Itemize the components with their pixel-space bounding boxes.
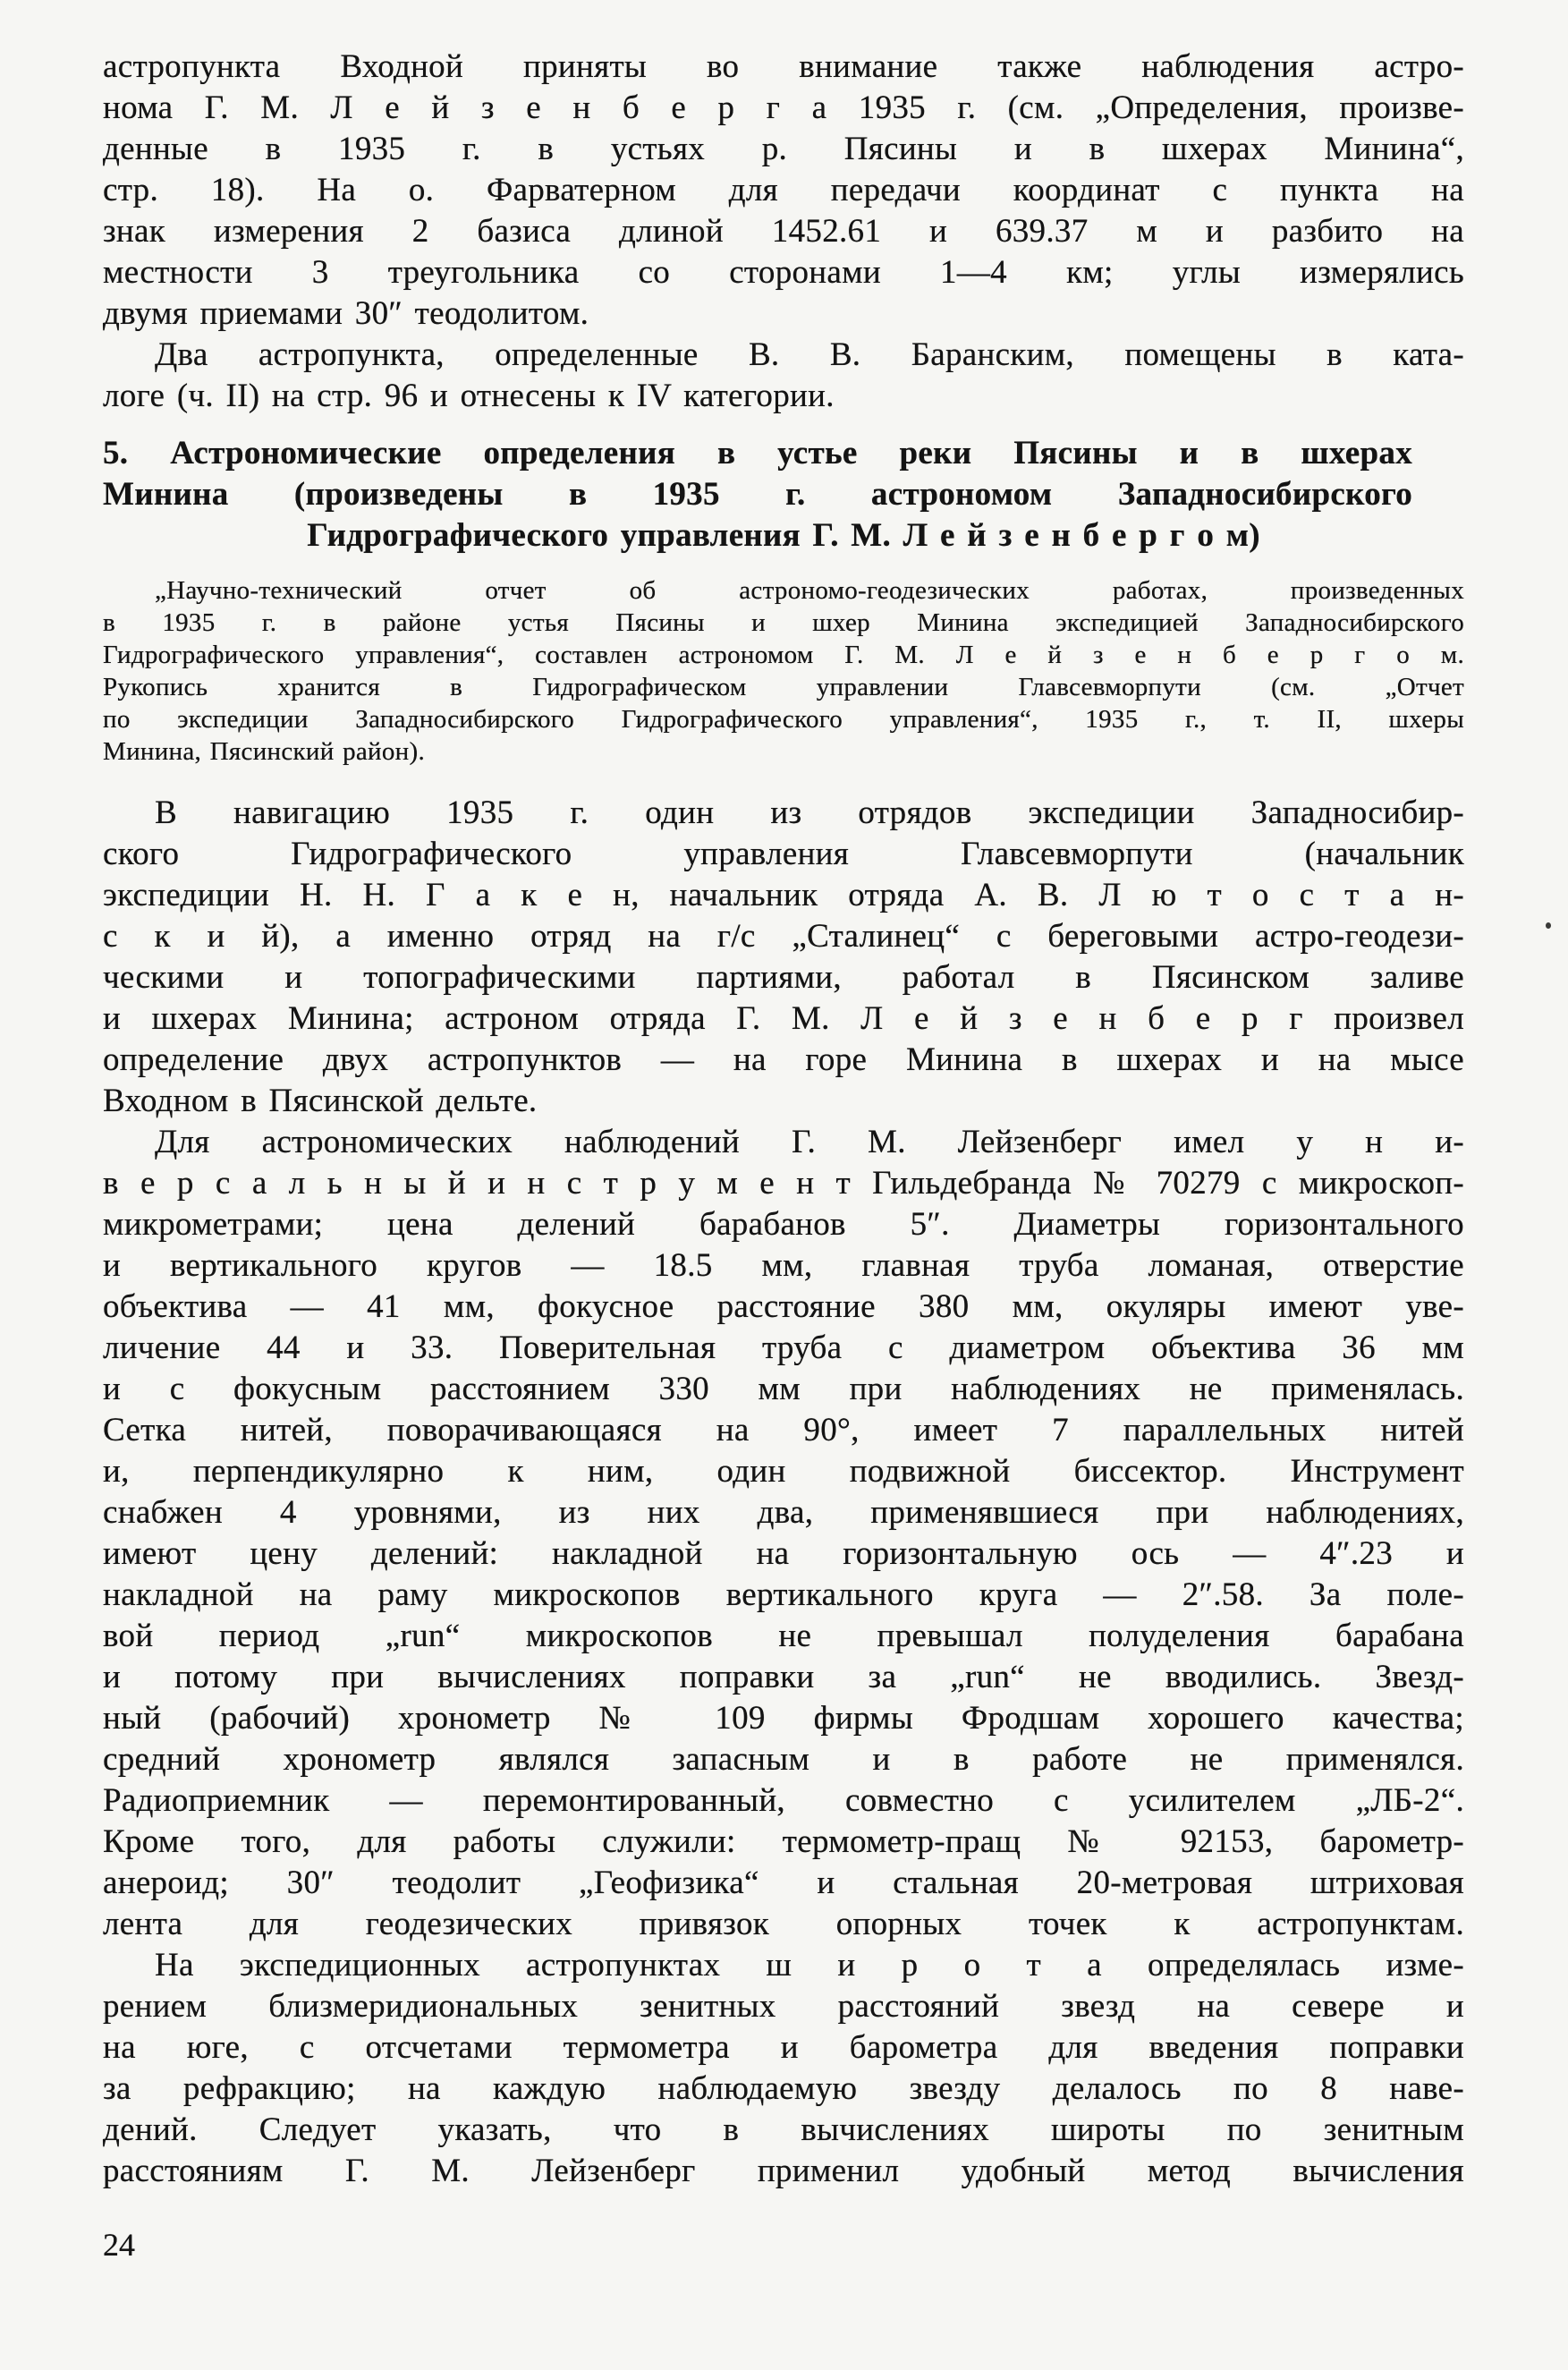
text-line: и вертикального кругов — 18.5 мм, главная труба ломаная, отверстие — [103, 1247, 1464, 1284]
text-line: На экспедиционных астропунктах ш и р о т а определялась изме- — [155, 1947, 1464, 1983]
note-line: Минина, Пясинский район). — [103, 737, 425, 766]
note-line: „Научно-технический отчет об астрономо-геодезических работах, произведенных — [155, 576, 1464, 605]
note-line: по экспедиции Западносибирского Гидрографического управления“, 1935 г., т. II, шхеры — [103, 705, 1464, 734]
text-line: определение двух астропунктов — на горе Минина в шхерах и на мысе — [103, 1041, 1464, 1078]
text-line: за рефракцию; на каждую наблюдаемую звезду делалось по 8 наве- — [103, 2070, 1464, 2107]
note-line: Рукопись хранится в Гидрографическом управлении Главсевморпути (см. „Отчет — [103, 673, 1464, 701]
text-line: астропункта Входной приняты во внимание также наблюдения астро- — [103, 48, 1464, 85]
text-line: дений. Следует указать, что в вычислениях широты по зенитным — [103, 2111, 1464, 2148]
text-line: Кроме того, для работы служили: термометр-пращ № 92153, барометр- — [103, 1823, 1464, 1860]
text-line: В навигацию 1935 г. один из отрядов экспедиции Западносибир- — [155, 794, 1464, 831]
text-line: денные в 1935 г. в устьях р. Пясины и в шхерах Минина“, — [103, 131, 1464, 167]
text-line: и потому при вычислениях поправки за „run“ не вводились. Звезд- — [103, 1659, 1464, 1695]
text-line: вой период „run“ микроскопов не превышал полуделения барабана — [103, 1618, 1464, 1654]
text-line: рением близмеридиональных зенитных расстояний звезд на севере и — [103, 1988, 1464, 2025]
text-line: стр. 18). На о. Фарватерном для передачи координат с пункта на — [103, 172, 1464, 208]
text-line: Входном в Пясинской дельте. — [103, 1083, 538, 1119]
text-line: в е р с а л ь н ы й и н с т р у м е н т Гильдебранда № 70279 с микроскоп- — [103, 1165, 1464, 1202]
text-line: ского Гидрографического управления Главсевморпути (начальник — [103, 836, 1464, 872]
text-line: местности 3 треугольника со сторонами 1—4 км; углы измерялись — [103, 254, 1464, 291]
text-line: на юге, с отсчетами термометра и барометра для введения поправки — [103, 2029, 1464, 2066]
text-line: знак измерения 2 базиса длиной 1452.61 и 639.37 м и разбито на — [103, 213, 1464, 250]
section-heading-line: 5. Астрономические определения в устье реки Пясины и в шхерах — [103, 435, 1412, 471]
paragraph — [103, 335, 1464, 417]
text-line: расстояниям Г. М. Лейзенберг применил удобный метод вычисления — [103, 2153, 1464, 2189]
text-line: Радиоприемник — перемонтированный, совместно с усилителем „ЛБ-2“. — [103, 1782, 1464, 1819]
text-line: лента для геодезических привязок опорных точек к астропунктам. — [103, 1906, 1464, 1942]
scan-speck — [1546, 922, 1551, 929]
note-line: в 1935 г. в районе устья Пясины и шхер Минина экспедицией Западносибирского — [103, 608, 1464, 637]
text-line: двумя приемами 30″ теодолитом. — [103, 295, 589, 332]
text-block — [103, 47, 1464, 2265]
text-line: ный (рабочий) хронометр № 109 фирмы Фродшам хорошего качества; — [103, 1700, 1464, 1737]
text-line: объектива — 41 мм, фокусное расстояние 380 мм, окуляры имеют уве- — [103, 1288, 1464, 1325]
text-line: и, перпендикулярно к ним, один подвижной биссектор. Инструмент — [103, 1453, 1464, 1490]
text-line: и шхерах Минина; астроном отряда Г. М. Л е й з е н б е р г произвел — [103, 1000, 1464, 1037]
page-number: 24 — [103, 2227, 135, 2263]
paragraph-continuation — [103, 47, 1464, 335]
text-line: Два астропункта, определенные В. В. Баранским, помещены в ката- — [155, 336, 1464, 373]
text-line: имеют цену делений: накладной на горизонтальную ось — 4″.23 и — [103, 1535, 1464, 1572]
text-line: снабжен 4 уровнями, из них два, применявшиеся при наблюдениях, — [103, 1494, 1464, 1531]
text-line: Для астрономических наблюдений Г. М. Лейзенберг имел у н и- — [155, 1124, 1464, 1160]
text-line: личение 44 и 33. Поверительная труба с диаметром объектива 36 мм — [103, 1329, 1464, 1366]
text-line: средний хронометр являлся запасным и в работе не применялся. — [103, 1741, 1464, 1778]
text-line: ческими и топографическими партиями, работал в Пясинском заливе — [103, 959, 1464, 996]
text-line: и с фокусным расстоянием 330 мм при наблюдениях не применялась. — [103, 1371, 1464, 1407]
text-line: логе (ч. II) на стр. 96 и отнесены к IV категории. — [103, 378, 835, 414]
text-line: с к и й), а именно отряд на г/с „Сталинец“ с береговыми астро-геодези- — [103, 918, 1464, 955]
paragraph — [103, 1945, 1464, 2192]
section-heading — [103, 433, 1464, 556]
paragraph — [103, 1122, 1464, 1945]
text-line: Сетка нитей, поворачивающаяся на 90°, имеет 7 параллельных нитей — [103, 1412, 1464, 1448]
text-line: анероид; 30″ теодолит „Геофизика“ и стальная 20-метровая штриховая — [103, 1865, 1464, 1901]
note-line: Гидрографического управления“, составлен астрономом Г. М. Л е й з е н б е р г о м. — [103, 641, 1464, 669]
section-heading-line: Гидрографического управления Г. М. Л е й з е н б е р г о м) — [307, 517, 1260, 554]
text-line: экспедиции Н. Н. Г а к е н, начальник отряда А. В. Л ю т о с т а н- — [103, 877, 1464, 913]
section-heading-line: Минина (произведены в 1935 г. астрономом Западносибирского — [103, 476, 1412, 513]
text-line: нома Г. М. Л е й з е н б е р г а 1935 г. (см. „Определения, произве- — [103, 89, 1464, 126]
paragraph — [103, 793, 1464, 1122]
text-line: микрометрами; цена делений барабанов 5″. Диаметры горизонтального — [103, 1206, 1464, 1243]
source-note — [103, 574, 1464, 768]
text-line: накладной на раму микроскопов вертикального круга — 2″.58. За поле- — [103, 1576, 1464, 1613]
